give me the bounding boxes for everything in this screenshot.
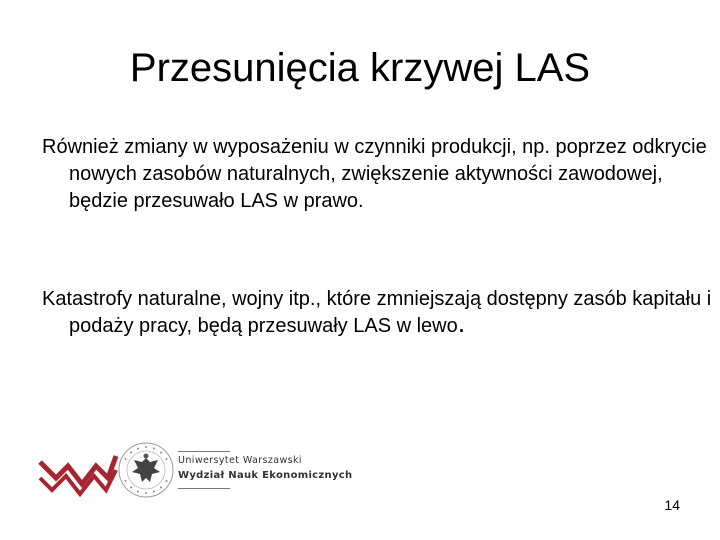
faculty-name: Wydział Nauk Ekonomicznych xyxy=(178,470,353,481)
faculty-top-divider xyxy=(178,451,230,452)
wne-zigzag-logo-icon xyxy=(40,456,116,494)
university-name: Uniwersytet Warszawski xyxy=(178,455,302,466)
faculty-bottom-divider xyxy=(178,488,230,489)
university-eagle-emblem-icon xyxy=(119,443,173,497)
page-number: 14 xyxy=(664,497,680,513)
paragraph-2 xyxy=(42,286,719,340)
paragraph-1: Również zmiany w wyposażeniu w czynniki produkcji, np. poprzez odkrycie nowych zasobów naturalnych, zwiększenie aktywności zawodowej, będzie przesuwało LAS w prawo. xyxy=(42,136,707,212)
paragraph-2-text: Katastrofy naturalne, wojny itp., które zmniejszają dostępny zasób kapitału i podaży pracy, będą przesuwały LAS w lewo xyxy=(42,288,712,337)
paragraph-2-period: . xyxy=(457,308,466,338)
slide-title: Przesunięcia krzywej LAS xyxy=(129,46,591,90)
